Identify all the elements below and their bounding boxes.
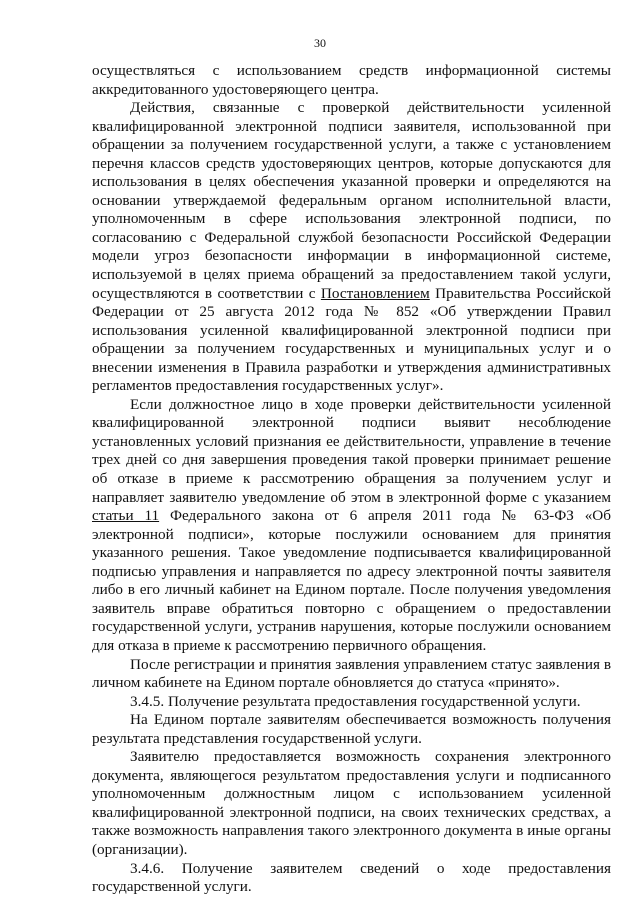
paragraph-text: Правительства Российской Федерации от 25 августа 2012 года № 852 «Об утверждении Правил использования усиленной квалифицированной электронной подписи при обращении за получением государственных и муниципальных услуг и о внесении изменения в Правила разработки и утверждения административных регламентов предоставления государственных услуг».	[92, 284, 611, 395]
document-body	[92, 62, 611, 897]
paragraph-document-saving: Заявителю предоставляется возможность сохранения электронного документа, являющегося результатом предоставления услуги и подписанного уполномоченным должностным лицом с использованием усиленной квалифицированной электронной подписи, на своих технических средствах, а также возможность направления такого электронного документа в иные органы (организации).	[92, 748, 611, 858]
paragraph-text: Действия, связанные с проверкой действительности усиленной квалифицированной электронной подписи заявителя, использованной при обращении за получением государственной услуги, а также с установлением перечня классов средств удостоверяющих центров, которые допускаются для использования в целях обеспечения указанной проверки и определяются на основании утверждаемой федеральным органом исполнительной власти, уполномоченным в сфере использования электронной подписи, по согласованию с Федеральной службой безопасности Российской Федерации модели угроз безопасности информации в информационной системе, используемой в целях приема обращений за предоставлением такой услуги, осуществляются в соответствии с	[92, 99, 611, 302]
paragraph-continuation: осуществляться с использованием средств информационной системы аккредитованного удостоверяющего центра.	[92, 62, 611, 98]
paragraph-status-update: После регистрации и принятия заявления управлением статус заявления в личном кабинете на Едином портале обновляется до статуса «принято».	[92, 655, 611, 692]
paragraph-result-access: На Едином портале заявителям обеспечивается возможность получения результата представления государственной услуги.	[92, 711, 611, 747]
paragraph-text: Если должностное лицо в ходе проверки действительности усиленной квалифицированной электронной подписи выявит несоблюдение установленных условий признания ее действительности, управление в течение трех дней со дня завершения проведения такой проверки принимает решение об отказе в приеме к рассмотрению обращения за получением услуг и направляет заявителю уведомление об этом в электронной форме с указанием	[92, 395, 611, 506]
article-link[interactable]: статьи 11	[92, 507, 160, 525]
section-heading-3-4-6: 3.4.6. Получение заявителем сведений о ходе предоставления государственной услуги.	[92, 859, 611, 896]
page-number: 30	[314, 36, 326, 50]
paragraph-signature-verification	[92, 99, 611, 396]
paragraph-text: Федерального закона от 6 апреля 2011 года № 63-ФЗ «Об электронной подписи», которые послужили основанием для принятия указанного решения. Такое уведомление подписывается квалифицированной подписью управления и направляется по адресу электронной почты заявителя либо в его личный кабинет на Едином портале. После получения уведомления заявитель вправе обратиться повторно с обращением о предоставлении государственной услуги, устранив нарушения, которые послужили основанием для отказа в приеме к рассмотрению первичного обращения.	[92, 507, 611, 654]
section-heading-3-4-5: 3.4.5. Получение результата предоставления государственной услуги.	[130, 692, 581, 710]
resolution-link[interactable]: Постановлением	[320, 284, 430, 302]
paragraph-signature-invalid	[92, 396, 611, 656]
